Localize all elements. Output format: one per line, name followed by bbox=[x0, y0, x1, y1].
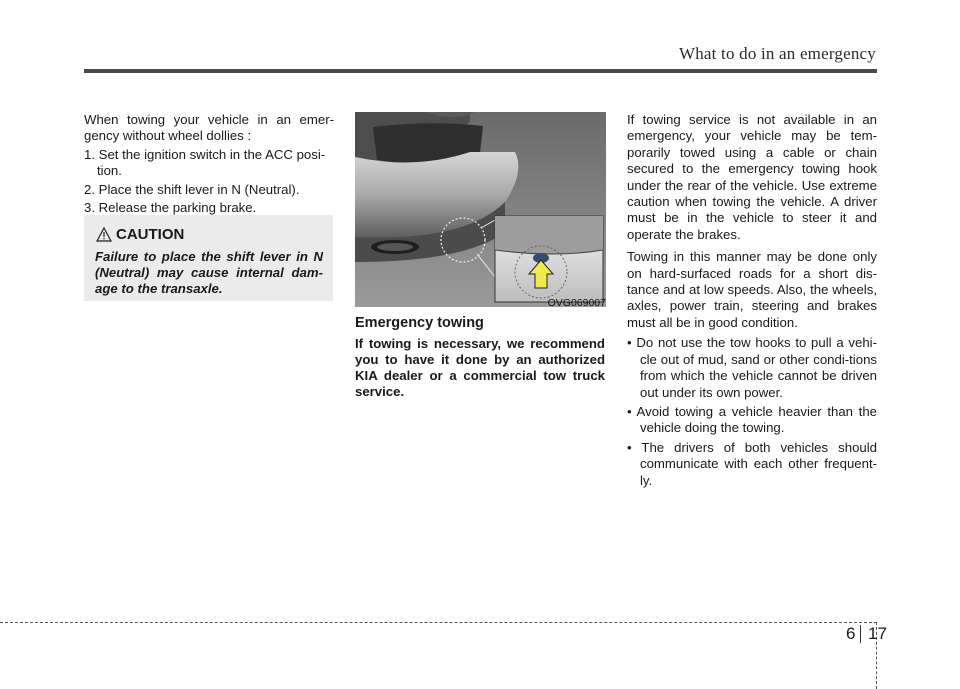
caution-box bbox=[84, 215, 333, 301]
step-item: 2. Place the shift lever in N (Neutral). bbox=[84, 181, 300, 197]
paragraph: Towing in this manner may be done only on hard-surfaced roads for a short dis-tance and at low speeds. Also, the wheels, axles, power train, steering and brakes must all be in good condition. bbox=[627, 249, 877, 330]
towing-steps bbox=[84, 147, 334, 217]
warning-triangle-icon bbox=[96, 227, 112, 242]
chapter-number: 6 bbox=[846, 624, 856, 643]
header-title: What to do in an emergency bbox=[678, 44, 876, 63]
section-body: If towing is necessary, we recommend you to have it done by an authorized KIA dealer or a commercial tow truck service. bbox=[355, 336, 605, 399]
figure-code: OVG069007 bbox=[547, 297, 606, 309]
step-item: 1. Set the ignition switch in the ACC posi-tion. bbox=[84, 146, 326, 179]
section-title: Emergency towing bbox=[355, 315, 484, 331]
bullet-item: • Do not use the tow hooks to pull a vehi-cle out of mud, sand or other condi-tions from which the vehicle cannot be driven out under its own power. bbox=[627, 335, 877, 400]
bullet-list bbox=[627, 335, 877, 489]
caution-header bbox=[96, 226, 184, 243]
right-column bbox=[627, 112, 877, 489]
page-number-separator bbox=[860, 625, 861, 643]
tow-hook-figure bbox=[355, 112, 606, 307]
bullet-item: • The drivers of both vehicles should communicate with each other frequent-ly. bbox=[627, 439, 877, 488]
bullet-item: • Avoid towing a vehicle heavier than the vehicle doing the towing. bbox=[627, 403, 877, 436]
page-number: 17 bbox=[868, 624, 887, 643]
caution-text: Failure to place the shift lever in N (Neutral) may cause internal dam-age to the transaxle. bbox=[95, 249, 323, 296]
car-rear-illustration bbox=[355, 112, 606, 307]
left-column bbox=[84, 112, 334, 216]
footer-rule bbox=[0, 622, 877, 623]
header-rule bbox=[84, 69, 877, 73]
paragraph: If towing service is not available in an emergency, your vehicle may be tem-porarily towed using a cable or chain secured to the emergency towing hook under the rear of the vehicle. Use extreme caution when towing the vehicle. A driver must be in the vehicle to steer it and operate the brakes. bbox=[627, 112, 877, 242]
towing-intro: When towing your vehicle in an emer-gency without wheel dollies : bbox=[84, 112, 334, 144]
caution-title: CAUTION bbox=[116, 226, 185, 243]
step-item: 3. Release the parking brake. bbox=[84, 200, 257, 216]
